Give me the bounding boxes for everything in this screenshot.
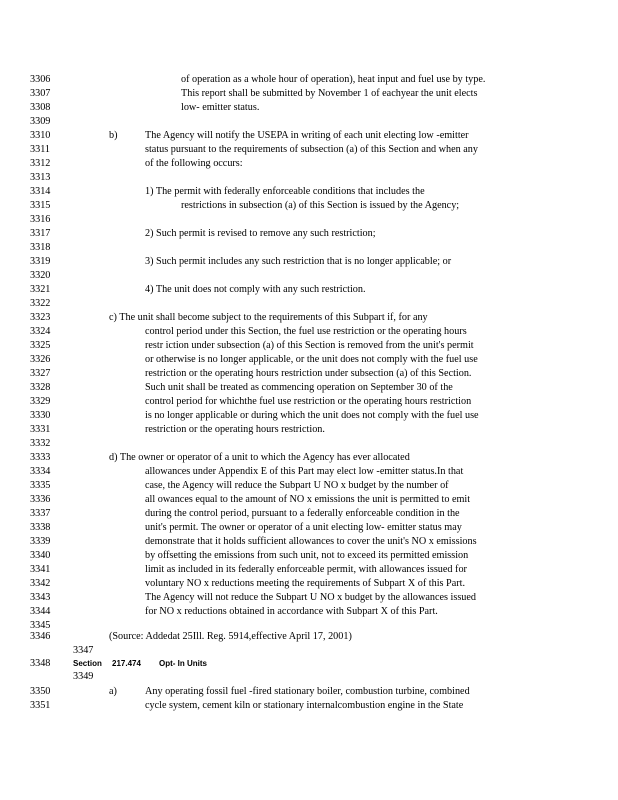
line-number: 3347 (73, 645, 94, 656)
line-text: control period under this Section, the fuel use restriction or the operating hours (145, 326, 467, 337)
line-number: 3314 (30, 186, 51, 197)
line-number: 3338 (30, 522, 51, 533)
line-number: 3307 (30, 88, 51, 99)
document-line (0, 255, 618, 269)
line-number: 3331 (30, 424, 51, 435)
section-title: Opt- In Units (159, 659, 207, 668)
document-line (0, 101, 618, 115)
line-text: during the control period, pursuant to a federally enforceable condition in the (145, 508, 460, 519)
line-text: case, the Agency will reduce the Subpart U NO x budget by the number of (145, 480, 449, 491)
document-line (0, 367, 618, 381)
line-text: status pursuant to the requirements of subsection (a) of this Section and when any (145, 144, 478, 155)
item-marker: a) (109, 686, 117, 697)
line-text: for NO x reductions obtained in accordance with Subpart X of this Part. (145, 606, 438, 617)
document-line (0, 381, 618, 395)
document-line (0, 115, 618, 129)
line-number: 3350 (30, 686, 51, 697)
line-text: restriction or the operating hours restriction under subsection (a) of this Section. (145, 368, 472, 379)
document-line (0, 325, 618, 339)
line-number: 3340 (30, 550, 51, 561)
line-number: 3328 (30, 382, 51, 393)
line-text: restr iction under subsection (a) of this Section is removed from the unit's permit (145, 340, 474, 351)
document-line (0, 670, 618, 684)
document-line (0, 269, 618, 283)
line-text: low- emitter status. (181, 102, 260, 113)
document-line (0, 143, 618, 157)
line-number: 3346 (30, 631, 51, 642)
document-line (0, 297, 618, 311)
line-text: of the following occurs: (145, 158, 243, 169)
line-text: limit as included in its federally enforceable permit, with allowances issued for (145, 564, 467, 575)
line-text: cycle system, cement kiln or stationary internalcombustion engine in the State (145, 700, 464, 711)
document-line (0, 521, 618, 535)
line-text: by offsetting the emissions from such unit, not to exceed its permitted emission (145, 550, 469, 561)
line-number: 3342 (30, 578, 51, 589)
document-line (0, 630, 618, 644)
document-line (0, 395, 618, 409)
line-number: 3320 (30, 270, 51, 281)
document-line (0, 311, 618, 325)
document-line (0, 185, 618, 199)
document-line (0, 479, 618, 493)
section-number: 217.474 (112, 659, 141, 668)
document-line (0, 563, 618, 577)
line-text: demonstrate that it holds sufficient allowances to cover the unit's NO x emissions (145, 536, 477, 547)
document-line (0, 451, 618, 465)
document-line (0, 409, 618, 423)
document-line (0, 339, 618, 353)
line-number: 3333 (30, 452, 51, 463)
line-number: 3344 (30, 606, 51, 617)
line-text: Such unit shall be treated as commencing operation on September 30 of the (145, 382, 453, 393)
line-number: 3337 (30, 508, 51, 519)
line-number: 3326 (30, 354, 51, 365)
line-text: This report shall be submitted by November 1 of eachyear the unit elects (181, 88, 478, 99)
line-text: all owances equal to the amount of NO x emissions the unit is permitted to emit (145, 494, 471, 505)
line-number: 3345 (30, 620, 51, 631)
document-line (0, 241, 618, 255)
line-number: 3321 (30, 284, 51, 295)
document-line (0, 73, 618, 87)
line-text: control period for whichthe fuel use restriction or the operating hours restriction (145, 396, 472, 407)
line-number: 3315 (30, 200, 51, 211)
line-text: restrictions in subsection (a) of this Section is issued by the Agency; (181, 200, 460, 211)
line-number: 3325 (30, 340, 51, 351)
document-line (0, 493, 618, 507)
source-note: (Source: Addedat 25Ill. Reg. 5914,effective April 17, 2001) (109, 631, 352, 642)
document-line (0, 699, 618, 713)
line-number: 3312 (30, 158, 51, 169)
line-number: 3311 (30, 144, 50, 155)
line-number: 3349 (73, 671, 94, 682)
line-number: 3309 (30, 116, 51, 127)
line-text: unit's permit. The owner or operator of a unit electing low- emitter status may (145, 522, 462, 533)
line-number: 3322 (30, 298, 51, 309)
document-line (0, 157, 618, 171)
document-line (0, 507, 618, 521)
line-text: restriction or the operating hours restriction. (145, 424, 325, 435)
line-number: 3308 (30, 102, 51, 113)
line-number: 3351 (30, 700, 51, 711)
line-number: 3306 (30, 74, 51, 85)
line-number: 3317 (30, 228, 51, 239)
line-number: 3319 (30, 256, 51, 267)
document-line (0, 644, 618, 658)
document-line (0, 577, 618, 591)
line-text: allowances under Appendix E of this Part may elect low -emitter status.In that (145, 466, 464, 477)
line-number: 3341 (30, 564, 51, 575)
line-text: voluntary NO x reductions meeting the requirements of Subpart X of this Part. (145, 578, 465, 589)
line-number: 3327 (30, 368, 51, 379)
line-number: 3332 (30, 438, 51, 449)
document-line (0, 227, 618, 241)
document-line (0, 535, 618, 549)
line-text: c) The unit shall become subject to the requirements of this Subpart if, for any (109, 312, 428, 323)
document-line (0, 283, 618, 297)
line-number: 3316 (30, 214, 51, 225)
document-line (0, 465, 618, 479)
line-text: Any operating fossil fuel -fired stationary boiler, combustion turbine, combined (145, 686, 470, 697)
section-label: Section (73, 659, 102, 668)
line-number: 3329 (30, 396, 51, 407)
line-number: 3348 (30, 658, 51, 669)
document-line (0, 423, 618, 437)
document-line (0, 199, 618, 213)
line-text: of operation as a whole hour of operation), heat input and fuel use by type. (181, 74, 486, 85)
line-number: 3343 (30, 592, 51, 603)
line-number: 3334 (30, 466, 51, 477)
document-line (0, 171, 618, 185)
line-text: or otherwise is no longer applicable, or the unit does not comply with the fuel use (145, 354, 478, 365)
line-text: The Agency will not reduce the Subpart U NO x budget by the allowances issued (145, 592, 477, 603)
line-number: 3323 (30, 312, 51, 323)
line-text: 2) Such permit is revised to remove any such restriction; (145, 228, 376, 239)
document-line (0, 549, 618, 563)
line-text: The Agency will notify the USEPA in writing of each unit electing low -emitter (145, 130, 469, 141)
line-number: 3324 (30, 326, 51, 337)
line-text: 3) Such permit includes any such restriction that is no longer applicable; or (145, 256, 452, 267)
document-line (0, 353, 618, 367)
line-number: 3313 (30, 172, 51, 183)
line-number: 3335 (30, 480, 51, 491)
document-line (0, 437, 618, 451)
line-text: 4) The unit does not comply with any such restriction. (145, 284, 366, 295)
document-line (0, 213, 618, 227)
line-number: 3310 (30, 130, 51, 141)
item-marker: b) (109, 130, 118, 141)
line-text: d) The owner or operator of a unit to which the Agency has ever allocated (109, 452, 410, 463)
document-line (0, 591, 618, 605)
line-number: 3318 (30, 242, 51, 253)
line-number: 3339 (30, 536, 51, 547)
line-number: 3330 (30, 410, 51, 421)
line-text: is no longer applicable or during which the unit does not comply with the fuel use (145, 410, 479, 421)
document-line (0, 605, 618, 619)
line-number: 3336 (30, 494, 51, 505)
line-text: 1) The permit with federally enforceable conditions that includes the (145, 186, 425, 197)
document-line (0, 129, 618, 143)
section-heading (0, 657, 618, 671)
document-line (0, 685, 618, 699)
document-line (0, 87, 618, 101)
